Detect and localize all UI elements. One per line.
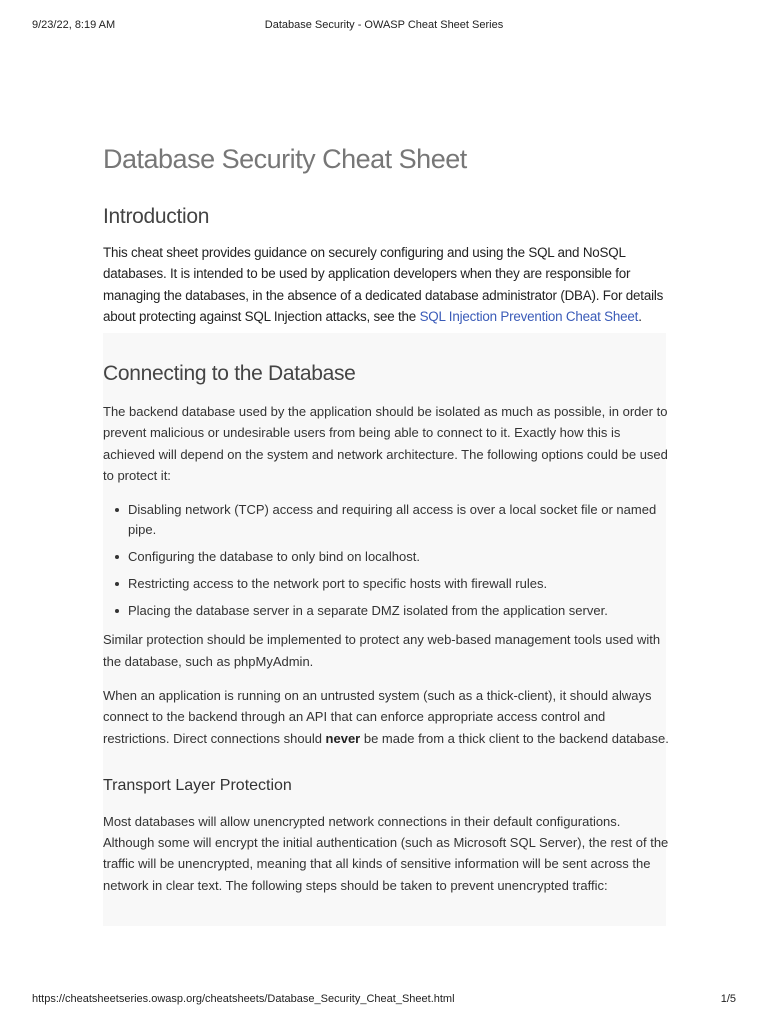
- page-number: 1/5: [720, 993, 736, 1005]
- print-footer: [32, 993, 736, 1007]
- never-emphasis: never: [325, 730, 361, 746]
- list-item: Restricting access to the network port to specific hosts with firewall rules.: [128, 574, 669, 594]
- print-timestamp: 9/23/22, 8:19 AM: [32, 19, 116, 31]
- print-header: [32, 19, 736, 33]
- introduction-paragraph: [103, 242, 669, 327]
- introduction-text-end: .: [638, 308, 642, 324]
- list-item: Disabling network (TCP) access and requiring all access is over a local socket file or named pipe.: [128, 500, 669, 540]
- connecting-paragraph-2: Similar protection should be implemented to protect any web-based management tools used with the database, such as phpMyAdmin.: [103, 632, 661, 669]
- introduction-text: This cheat sheet provides guidance on securely configuring and using the SQL and NoSQL databases. It is intended to be used by application developers when they are responsible for managing the databases, in the absence of a dedicated database administrator (DBA). For details about protecting against SQL Injection attacks, see the: [103, 245, 664, 324]
- protection-options-list: [103, 500, 669, 621]
- introduction-heading: Introduction: [103, 205, 210, 228]
- connecting-paragraph-1: The backend database used by the application should be isolated as much as possible, in order to prevent malicious or undesirable users from being able to connect to it. Exactly how this is achieved will depend on the system and network architecture. The following options could be used to protect it:: [103, 404, 668, 484]
- print-url: https://cheatsheetseries.owasp.org/cheatsheets/Database_Security_Cheat_Sheet.html: [32, 993, 455, 1005]
- transport-layer-heading: Transport Layer Protection: [103, 776, 292, 794]
- transport-paragraph: Most databases will allow unencrypted network connections in their default configurations. Although some will encrypt the initial authentication (such as Microsoft SQL Server), the rest of the traffic will be unencrypted, meaning that all kinds of sensitive information will be sent across the network in clear text. The following steps should be taken to prevent unencrypted traffic:: [103, 813, 669, 893]
- list-item: Configuring the database to only bind on localhost.: [128, 547, 669, 567]
- sql-injection-prevention-link[interactable]: SQL Injection Prevention Cheat Sheet: [419, 308, 639, 324]
- connecting-paragraph-3: [103, 685, 669, 749]
- connecting-heading: Connecting to the Database: [103, 362, 356, 386]
- paragraph-3-text: When an application is running on an untrusted system (such as a thick-client), it should always connect to the backend through an API that can enforce appropriate access control and restrictions. Direct connections should: [103, 687, 652, 746]
- main-content: [103, 140, 669, 896]
- print-document-title: Database Security - OWASP Cheat Sheet Series: [264, 19, 504, 31]
- page-title: Database Security Cheat Sheet: [103, 144, 467, 174]
- paragraph-3-text-end: be made from a thick client to the backend database.: [360, 730, 669, 746]
- list-item: Placing the database server in a separate DMZ isolated from the application server.: [128, 601, 669, 621]
